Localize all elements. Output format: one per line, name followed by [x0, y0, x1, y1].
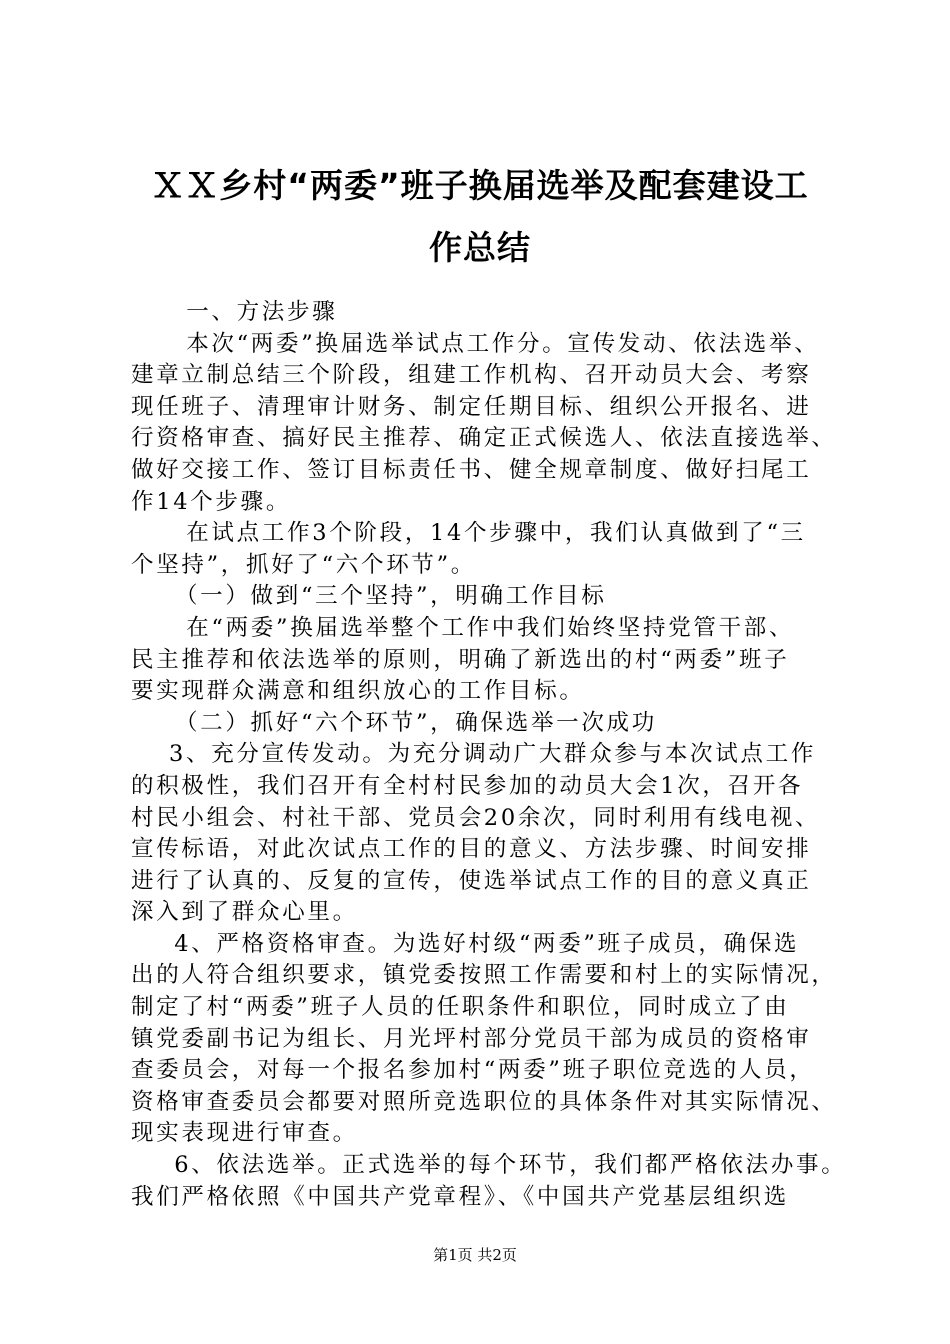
body-line: 建章立制总结三个阶段，组建工作机构、召开动员大会、考察: [131, 362, 812, 389]
body-line: 现任班子、清理审计财务、制定任期目标、组织公开报名、进: [131, 393, 812, 420]
document-body: [131, 297, 847, 1213]
body-line: 在“两委”换届选举整个工作中我们始终坚持党管干部、: [161, 614, 795, 641]
body-line: 镇党委副书记为组长、月光坪村部分党员干部为成员的资格审: [131, 1025, 812, 1052]
body-line: 行资格审查、搞好民主推荐、确定正式候选人、依法直接选举、: [131, 425, 837, 452]
body-line: 深入到了群众心里。: [131, 899, 358, 926]
body-line: 我们严格依照《中国共产党章程》、《中国共产党基层组织选: [131, 1183, 789, 1210]
body-line: 资格审查委员会都要对照所竞选职位的具体条件对其实际情况、: [131, 1088, 837, 1115]
section-heading: （二）抓好“六个环节”，确保选举一次成功: [161, 709, 657, 736]
body-line: 查委员会，对每一个报名参加村“两委”班子职位竞选的人员，: [131, 1057, 815, 1084]
body-line: 制定了村“两委”班子人员的任职条件和职位，同时成立了由: [131, 994, 790, 1021]
body-line: 出的人符合组织要求，镇党委按照工作需要和村上的实际情况，: [131, 962, 837, 989]
body-line: 民主推荐和依法选举的原则，明确了新选出的村“两委”班子: [131, 646, 790, 673]
document-title-line-2: 作总结: [429, 228, 531, 267]
body-line: 进行了认真的、反复的宣传，使选举试点工作的目的意义真正: [131, 867, 812, 894]
body-line: 作14个步骤。: [131, 488, 292, 515]
body-line: 做好交接工作、签订目标责任书、健全规章制度、做好扫尾工: [131, 456, 812, 483]
page-footer: 第1页 共2页: [433, 1246, 517, 1264]
section-heading: （一）做到“三个坚持”，明确工作目标: [161, 583, 607, 610]
body-line: 要实现群众满意和组织放心的工作目标。: [131, 678, 585, 705]
document-title-line-1: ＸＸ乡村“两委”班子换届选举及配套建设工: [151, 166, 809, 205]
body-line: 在试点工作3个阶段，14个步骤中，我们认真做到了“三: [161, 520, 806, 547]
body-line: 本次“两委”换届选举试点工作分。宣传发动、依法选举、: [161, 330, 820, 357]
body-line: 的积极性，我们召开有全村村民参加的动员大会1次，召开各: [131, 772, 804, 799]
body-line: 4、严格资格审查。为选好村级“两委”班子成员，确保选: [149, 930, 800, 957]
body-line: 村民小组会、村社干部、党员会20余次，同时利用有线电视、: [131, 804, 821, 831]
body-line: 一、方法步骤: [161, 299, 338, 325]
body-line: 个坚持”，抓好了“六个环节”。: [131, 551, 477, 578]
body-line: 宣传标语，对此次试点工作的目的意义、方法步骤、时间安排: [131, 836, 812, 863]
body-line: 6、依法选举。正式选举的每个环节，我们都严格依法办事。: [149, 1152, 847, 1179]
body-line: 现实表现进行审查。: [131, 1120, 358, 1147]
body-line: 3、充分宣传发动。为充分调动广大群众参与本次试点工作: [169, 741, 817, 768]
